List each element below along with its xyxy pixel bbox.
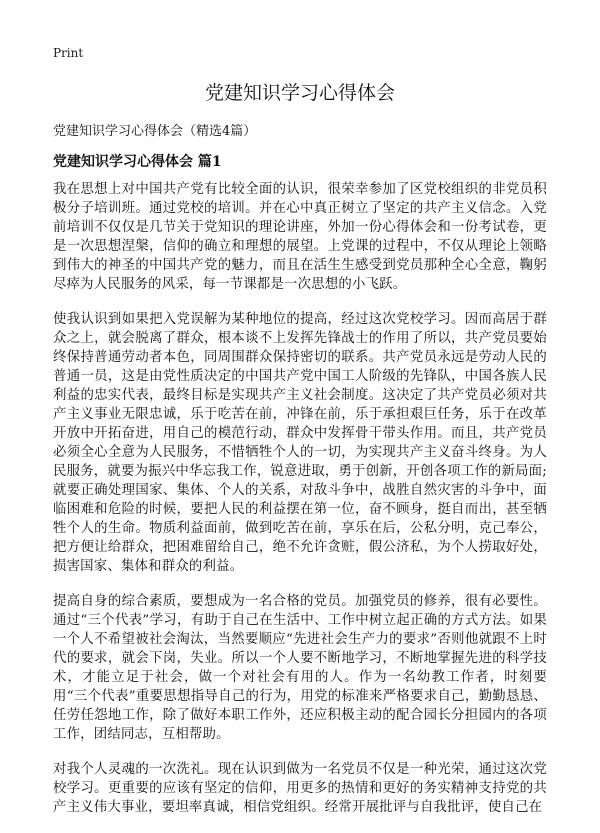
article-body: [53, 180, 547, 833]
document-title: 党建知识学习心得体会: [204, 82, 395, 104]
paragraph-3: 提高自身的综合素质，要想成为一名合格的党员。加强党员的修养，很有必要性。通过“三个代表”学习，有助于自己在生活中、工作中树立起正确的方式方法。如果一个人不希望被社会淘汰，当然要顺应“先进社会生产力的要求”否则他就跟不上时代的要求，就会下岗，失业。所以一个人要不断地学习，不断地掌握先进的科学技术，才能立足于社会，做一个对社会有用的人。作为一名幼教工作者，时刻要用“三个代表”重要思想指导自己的行为，用党的标准来严格要求自己，勤勤恳恳、任劳任怨地工作，除了做好本职工作外，还应积极主动的配合园长分担园内的各项工作，团结同志，互相帮助。: [53, 594, 547, 742]
paragraph-4: 对我个人灵魂的一次洗礼。现在认识到做为一名党员不仅是一种光荣，通过这次党校学习。更重要的应该有坚定的信仰，用更多的热情和更好的务实精神支持党的共产主义伟大事业，要坦率真诚，相信党组织。经常开展批评与自我批评，使自己在: [53, 762, 547, 815]
document-subtitle: 党建知识学习心得体会（精选4篇）: [53, 124, 257, 139]
paragraph-1: 我在思想上对中国共产党有比较全面的认识，很荣幸参加了区党校组织的非党员积极分子培训班。通过党校的培训。并在心中真正树立了坚定的共产主义信念。入党前培训不仅仅是几节关于党知识的理论讲座，外加一份心得体会和一份考试卷，更是一次思想涅槃，信仰的确立和理想的展望。上党课的过程中，不仅从理论上领略到伟大的神圣的中国共产党的魅力，而且在活生生感受到党员那种全心全意，鞠躬尽瘁为人民服务的风采，每一节课都是一次思想的小飞跃。: [53, 182, 547, 292]
section-heading: 党建知识学习心得体会 篇1: [53, 154, 222, 170]
print-link[interactable]: Print: [53, 46, 84, 60]
paragraph-2: 使我认识到如果把入党误解为某种地位的提高，经过这次党校学习。因而高居于群众之上，就会脱离了群众，根本谈不上发挥先锋战士的作用了所以，共产党员要始终保持普通劳动者本色，同周围群众保持密切的联系。共产党员永远是劳动人民的普通一员，这是由党性质决定的中国共产党中国工人阶级的先锋队，中国各族人民利益的忠实代表，最终目标是实现共产主义社会制度。这决定了共产党员必须对共产主义事业无限忠诚，乐于吃苦在前，冲锋在前，乐于承担艰巨任务，乐于在改革开放中开拓奋进，用自己的模范行动，群众中发挥骨干带头作用。而且，共产党员必须全心全意为人民服务，不惜牺牲个人的一切，为实现共产主义奋斗终身。为人民服务，就要为振兴中华忘我工作，锐意进取，勇于创新，开创各项工作的新局面;就要正确处理国家、集体、个人的关系，对敌斗争中，战胜自然灾害的斗争中，面临困难和危险的时候，要把人民的利益摆在第一位，奋不顾身，挺自而出，甚至牺牲个人的生命。物质利益面前，做到吃苦在前，享乐在后，公私分明，克己奉公，把方便让给群众，把困难留给自己，绝不允许贪赃，假公济私，为个人捞取好处，损害国家、集体和群众的利益。: [53, 312, 547, 574]
